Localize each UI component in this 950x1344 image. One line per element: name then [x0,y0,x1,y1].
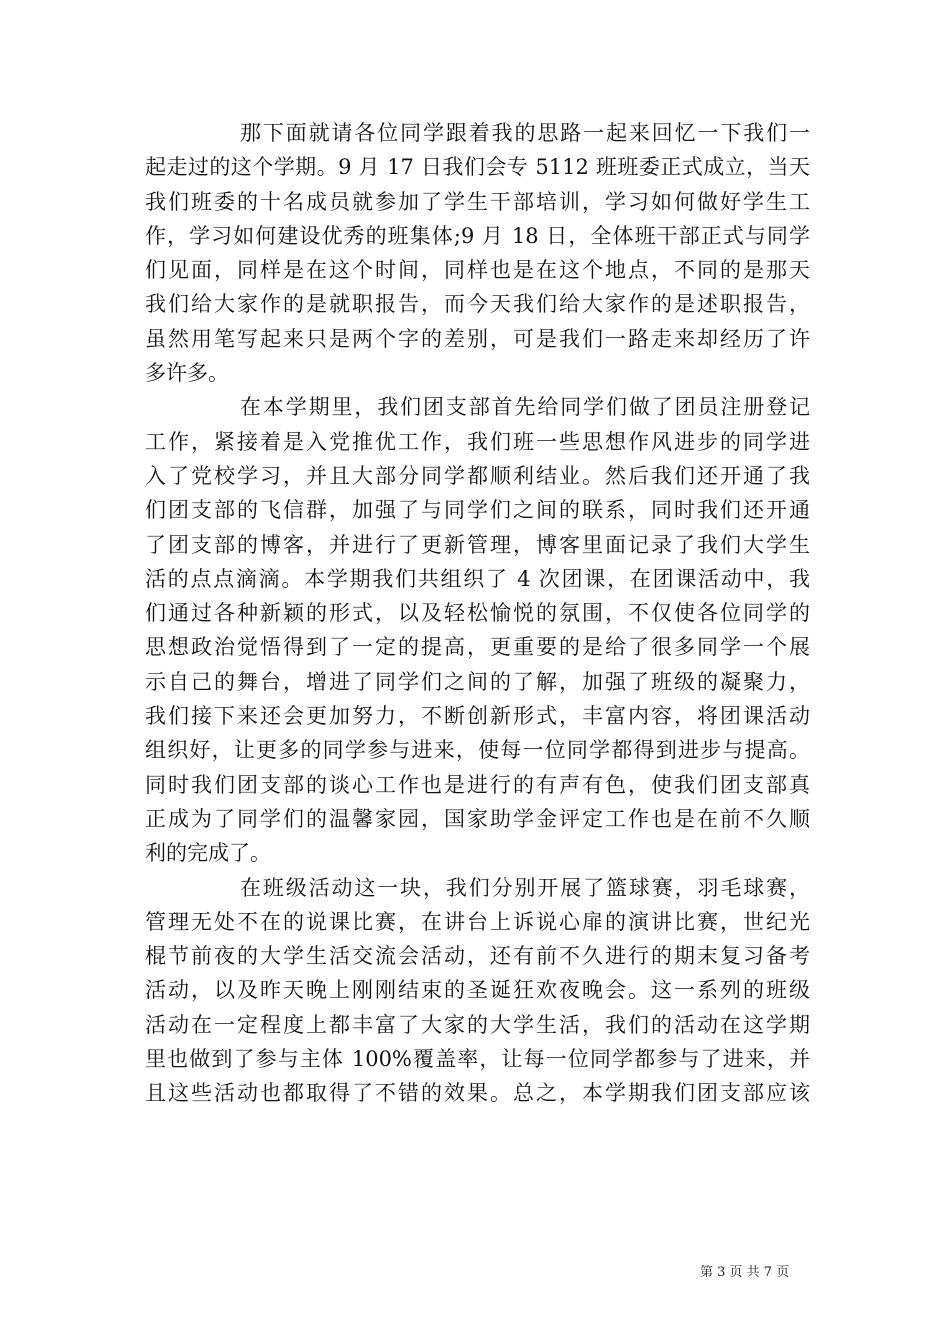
text-line: 活动，以及昨天晚上刚刚结束的圣诞狂欢夜晚会。这一系列的班级 [145,978,810,1003]
text-line: 我们班委的十名成员就参加了学生干部培训，学习如何做好学生工 [145,189,810,214]
text-line: 正成为了同学们的温馨家园，国家助学金评定工作也是在前不久顺 [145,806,810,831]
text-line: 虽然用笔写起来只是两个字的差别，可是我们一路走来却经历了许 [145,326,810,351]
text-line: 那下面就请各位同学跟着我的思路一起来回忆一下我们一 [240,121,810,145]
paragraph-class-activities [145,871,810,1111]
text-line: 组织好，让更多的同学参与进来，使每一位同学都得到进步与提高。 [145,738,810,763]
text-line: 思想政治觉悟得到了一定的提高，更重要的是给了很多同学一个展 [145,635,810,660]
text-line: 管理无处不在的说课比赛，在讲台上诉说心扉的演讲比赛，世纪光 [145,909,810,934]
text-line: 了团支部的博客，并进行了更新管理，博客里面记录了我们大学生 [145,532,810,557]
page-number-footer: 第 3 页 共 7 页 [700,1265,790,1280]
text-line: 我们接下来还会更加努力，不断创新形式，丰富内容，将团课活动 [145,704,810,729]
text-line: 我们给大家作的是就职报告，而今天我们给大家作的是述职报告， [145,292,810,317]
document-body [145,116,810,1111]
text-line: 作，学习如何建设优秀的班集体;9 月 18 日，全体班干部正式与同学 [145,223,810,248]
text-line: 活的点点滴滴。本学期我们共组织了 4 次团课，在团课活动中，我 [145,566,810,591]
text-line: 里也做到了参与主体 100%覆盖率，让每一位同学都参与了进来，并 [145,1047,810,1072]
text-line: 入了党校学习，并且大部分同学都顺利结业。然后我们还开通了我 [145,463,810,488]
text-line: 们团支部的飞信群，加强了与同学们之间的联系，同时我们还开通 [145,498,810,523]
paragraph-review-semester [145,116,810,390]
text-line: 且这些活动也都取得了不错的效果。总之，本学期我们团支部应该 [145,1081,810,1106]
text-line: 活动在一定程度上都丰富了大家的大学生活，我们的活动在这学期 [145,1012,810,1037]
text-line: 起走过的这个学期。9 月 17 日我们会专 5112 班班委正式成立，当天 [145,155,810,180]
text-line: 们见面，同样是在这个时间，同样也是在这个地点，不同的是那天 [145,258,810,283]
text-line: 示自己的舞台，增进了同学们之间的了解，加强了班级的凝聚力， [145,669,810,694]
text-line: 利的完成了。 [145,841,271,866]
text-line: 棍节前夜的大学生活交流会活动，还有前不久进行的期末复习备考 [145,944,810,969]
text-line: 们通过各种新颖的形式，以及轻松愉悦的氛围，不仅使各位同学的 [145,601,810,626]
paragraph-league-branch-work [145,390,810,870]
text-line: 多许多。 [145,361,229,386]
text-line: 同时我们团支部的谈心工作也是进行的有声有色，使我们团支部真 [145,772,810,797]
text-line: 在班级活动这一块，我们分别开展了篮球赛，羽毛球赛， [240,875,810,900]
text-line: 在本学期里，我们团支部首先给同学们做了团员注册登记 [240,395,810,420]
text-line: 工作，紧接着是入党推优工作，我们班一些思想作风进步的同学进 [145,429,810,454]
